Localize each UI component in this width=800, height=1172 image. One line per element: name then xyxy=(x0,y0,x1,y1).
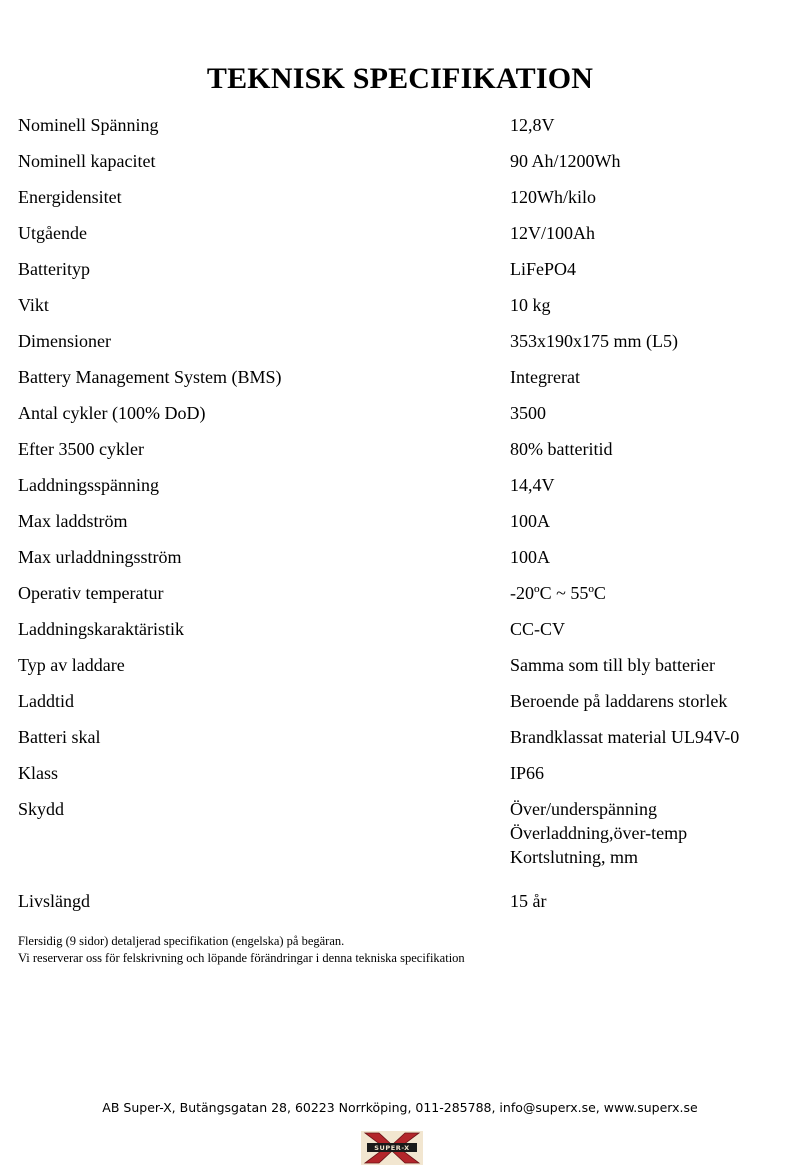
spec-label: Battery Management System (BMS) xyxy=(18,367,282,387)
spec-row xyxy=(18,113,788,137)
spec-value xyxy=(510,581,788,605)
spec-value xyxy=(510,889,788,913)
spec-row xyxy=(18,257,788,281)
spec-label: Klass xyxy=(18,763,58,783)
spec-value xyxy=(510,401,788,425)
spec-value-line: 12V/100Ah xyxy=(510,223,595,243)
spec-label: Nominell kapacitet xyxy=(18,151,156,171)
spec-label: Operativ temperatur xyxy=(18,583,164,603)
spec-value-line: IP66 xyxy=(510,763,545,783)
spec-value xyxy=(510,293,788,317)
company-address: AB Super-X, Butängsgatan 28, 60223 Norrköping, 011-285788, info@superx.se, www.superx.se xyxy=(102,1100,698,1115)
spec-value xyxy=(510,113,788,137)
spec-value-line: 10 kg xyxy=(510,295,551,315)
spec-row xyxy=(18,221,788,245)
footnote-detailed-spec: Flersidig (9 sidor) detaljerad specifikation (engelska) på begäran. xyxy=(18,934,345,948)
spec-row xyxy=(18,689,788,713)
footnotes xyxy=(18,933,788,967)
spec-value-line: -20ºC ~ 55ºC xyxy=(510,583,606,603)
spec-row xyxy=(18,185,788,209)
spec-value-line: 120Wh/kilo xyxy=(510,187,596,207)
spec-label: Livslängd xyxy=(18,891,90,911)
spec-label: Batteri skal xyxy=(18,727,101,747)
spec-value-line: 100A xyxy=(510,547,550,567)
spec-value-line: CC-CV xyxy=(510,619,566,639)
spec-row xyxy=(18,653,788,677)
spec-value-line: Brandklassat material UL94V-0 xyxy=(510,727,740,747)
spec-row xyxy=(18,473,788,497)
spec-row xyxy=(18,617,788,641)
spec-row xyxy=(18,329,788,353)
spec-row xyxy=(18,365,788,389)
spec-row xyxy=(18,149,788,173)
spec-label: Laddningsspänning xyxy=(18,475,159,495)
spec-value-line: 90 Ah/1200Wh xyxy=(510,151,621,171)
spec-value xyxy=(510,617,788,641)
spec-row xyxy=(18,797,788,869)
spec-label: Max urladdningsström xyxy=(18,547,182,567)
spec-value-line: Integrerat xyxy=(510,367,580,387)
spec-label: Dimensioner xyxy=(18,331,111,351)
spec-value xyxy=(510,365,788,389)
spec-row xyxy=(18,889,788,913)
spec-value-line: Kortslutning, mm xyxy=(510,847,639,867)
spec-row xyxy=(18,293,788,317)
spec-value xyxy=(510,653,788,677)
page-title: TEKNISK SPECIFIKATION xyxy=(206,62,594,95)
spec-value xyxy=(510,437,788,461)
logo-text: SUPER-X xyxy=(374,1144,410,1152)
spec-value-line: 100A xyxy=(510,511,550,531)
footnote-disclaimer: Vi reserverar oss för felskrivning och löpande förändringar i denna tekniska specifikation xyxy=(18,951,465,965)
spec-value-line: 353x190x175 mm (L5) xyxy=(510,331,678,351)
spec-value xyxy=(510,545,788,569)
spec-row xyxy=(18,545,788,569)
spec-label: Vikt xyxy=(18,295,49,315)
spec-value-line: Över/underspänning xyxy=(510,799,657,819)
spec-label: Laddtid xyxy=(18,691,74,711)
spec-value-line: LiFePO4 xyxy=(510,259,577,279)
spec-value-line: 14,4V xyxy=(510,475,555,495)
spec-value xyxy=(510,221,788,245)
spec-row xyxy=(18,437,788,461)
spec-value xyxy=(510,149,788,173)
spec-value-line: Beroende på laddarens storlek xyxy=(510,691,728,711)
spec-value xyxy=(510,509,788,533)
spec-value xyxy=(510,689,788,713)
spec-label: Efter 3500 cykler xyxy=(18,439,144,459)
spec-value-line: 3500 xyxy=(510,403,546,423)
spec-value xyxy=(510,761,788,785)
superx-logo xyxy=(361,1131,423,1165)
spec-label: Laddningskaraktäristik xyxy=(18,619,184,639)
spec-row xyxy=(18,761,788,785)
spec-value xyxy=(510,797,788,869)
spec-value-line: 80% batteritid xyxy=(510,439,613,459)
spec-value xyxy=(510,725,788,749)
spec-row xyxy=(18,581,788,605)
spec-label: Antal cykler (100% DoD) xyxy=(18,403,206,423)
spec-value xyxy=(510,257,788,281)
spec-row xyxy=(18,509,788,533)
spec-value xyxy=(510,329,788,353)
spec-label: Batterityp xyxy=(18,259,90,279)
spec-value-line: 12,8V xyxy=(510,115,555,135)
spec-label: Nominell Spänning xyxy=(18,115,159,135)
spec-label: Utgående xyxy=(18,223,87,243)
spec-row xyxy=(18,725,788,749)
spec-row xyxy=(18,401,788,425)
spec-value-line: Överladdning,över-temp xyxy=(510,823,688,843)
spec-value xyxy=(510,473,788,497)
spec-value-line: Samma som till bly batterier xyxy=(510,655,715,675)
spec-value xyxy=(510,185,788,209)
spec-label: Typ av laddare xyxy=(18,655,125,675)
spec-value-line: 15 år xyxy=(510,891,547,911)
spec-label: Skydd xyxy=(18,799,65,819)
spec-label: Energidensitet xyxy=(18,187,122,207)
spec-label: Max laddström xyxy=(18,511,128,531)
